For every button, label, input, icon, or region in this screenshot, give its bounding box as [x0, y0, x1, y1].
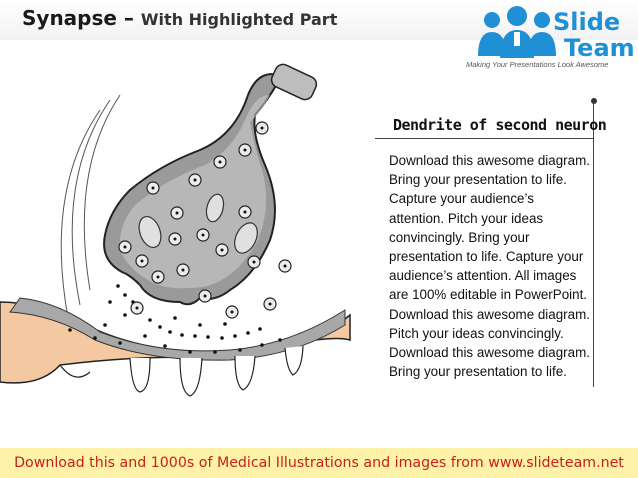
callout-heading: Dendrite of second neuron [393, 116, 607, 134]
membrane-arcs [61, 95, 120, 318]
slideteam-logo[interactable] [462, 2, 638, 72]
logo-team-text: Team [564, 34, 635, 62]
callout-pointer-dot [591, 98, 597, 104]
footer-text[interactable]: Download this and 1000s of Medical Illustrations and images from www.slideteam.net [14, 455, 624, 471]
footer-banner[interactable] [0, 448, 638, 478]
logo-tagline: Making Your Presentations Look Awesome [466, 60, 609, 69]
callout-vertical-line [593, 101, 594, 387]
page-title: Synapse – With Highlighted Part [22, 6, 338, 30]
callout-body-text: Download this awesome diagram. Bring your presentation to life. Capture your audience’s attention. Pitch your ideas convincingly. Bring your presentation to life. Capture your audience’s attention. All images are 100% editable in PowerPoint. Download this awesome diagram. Pitch your ideas convincingly. Download this awesome diagram. Bring your presentation to life. [389, 153, 590, 380]
logo-slide-text: Slide [553, 8, 621, 36]
people-icon [472, 4, 562, 60]
axon-cut-face [269, 62, 319, 102]
synapse-diagram [0, 40, 380, 430]
callout-underline [375, 138, 594, 139]
